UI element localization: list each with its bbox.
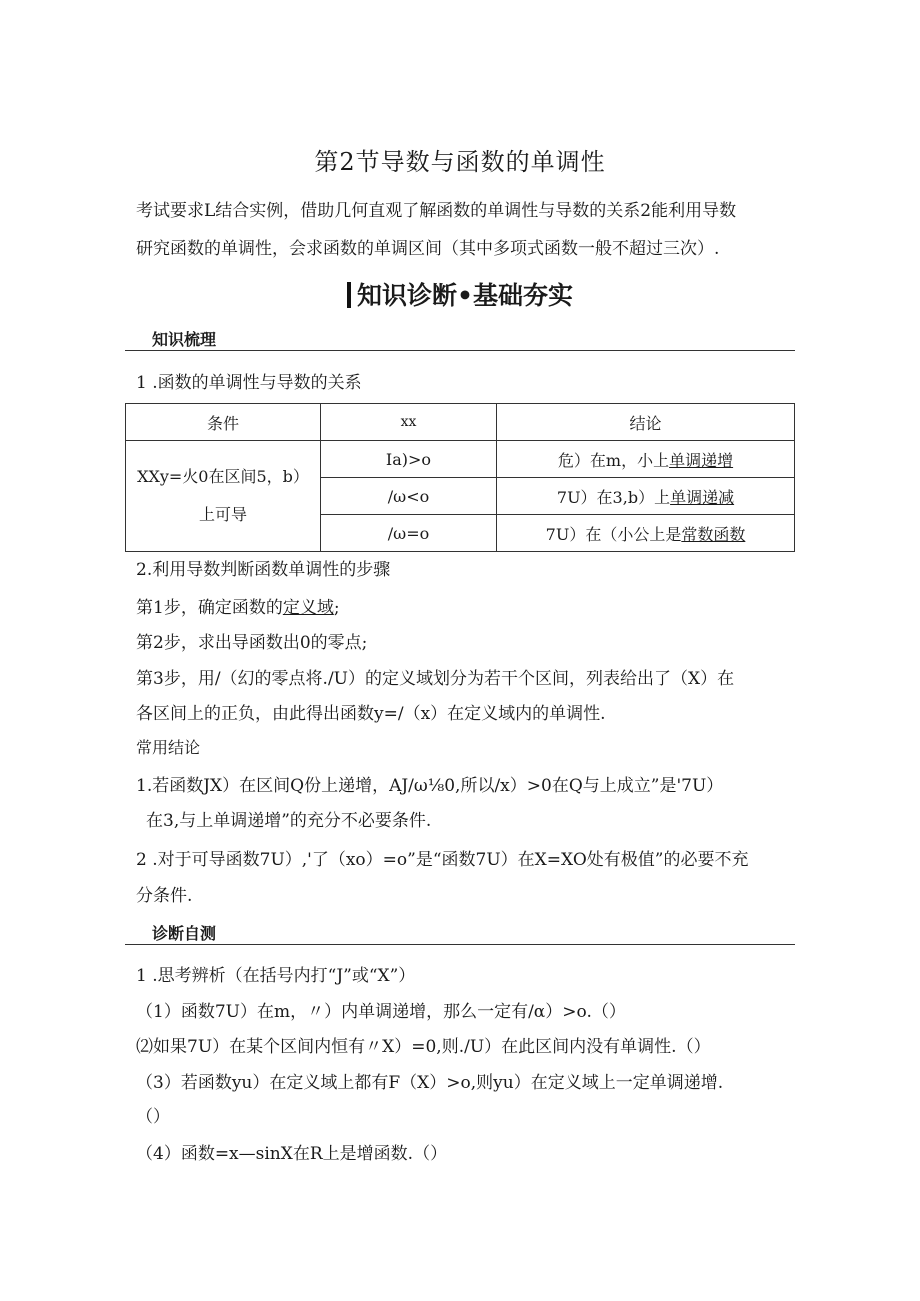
question-1-2: ⑵如果7U）在某个区间内恒有〃X）=0,则./U）在此区间内没有单调性.（）: [136, 1037, 711, 1057]
section-bar: [347, 282, 351, 308]
conclusion-text: 危）在m，小上: [557, 450, 670, 470]
requirements-line-1: 考试要求L结合实例，借助几何直观了解函数的单调性与导数的关系2能利用导数: [136, 201, 737, 221]
table-cell-derivative: /ω<o: [321, 478, 497, 515]
table-condition-cell: [126, 441, 321, 552]
question-1-3-bracket: （）: [136, 1107, 170, 1127]
condition-line-2: 上可导: [198, 505, 247, 524]
conclusion-underlined: 单调递减: [670, 487, 735, 507]
question-1-1: （1）函数7U）在m，〃）内单调递增，那么一定有/α）>o.（）: [136, 1002, 626, 1022]
conclusion-underlined: 单调递增: [669, 450, 734, 470]
conclusion-text: 7U）在（小公上是: [545, 524, 682, 544]
monotonicity-table: [125, 403, 795, 552]
step-1-text: 第1步，确定函数的: [136, 598, 283, 618]
condition-line-1: XXy=火0在区间5，b）: [137, 467, 309, 486]
page-title: 第2节导数与函数的单调性: [314, 148, 606, 176]
step-3-line-2: 各区间上的正负，由此得出函数y=/（x）在定义域内的单调性.: [136, 704, 606, 724]
table-header-mid: xx: [321, 404, 497, 441]
table-cell-conclusion: [497, 515, 795, 552]
common-conclusions-title: 常用结论: [136, 738, 201, 757]
conclusion-1-line-2: 在3,与上单调递增”的充分不必要条件.: [146, 811, 432, 831]
conclusion-underlined: 常数函数: [681, 524, 746, 544]
table-header-condition: 条件: [126, 404, 321, 441]
divider-1: [125, 350, 795, 351]
step-1-end: ;: [333, 598, 340, 618]
question-1-4: （4）函数=x—sinX在R上是增函数.（）: [136, 1144, 448, 1164]
table-cell-derivative: Ia)>o: [321, 441, 497, 478]
step-2: 第2步，求出导函数出0的零点;: [136, 633, 368, 653]
requirements-line-2: 研究函数的单调性，会求函数的单调区间（其中多项式函数一般不超过三次）.: [136, 239, 720, 259]
section-heading: [0, 276, 920, 312]
subsection-diagnosis: 诊断自测: [152, 924, 217, 943]
step-1: [136, 593, 340, 618]
item-2-heading: 2.利用导数判断函数单调性的步骤: [136, 560, 391, 580]
subsection-knowledge: 知识梳理: [152, 330, 217, 349]
conclusion-2-line-1: 2 .对于可导函数7U）,'了（xo）=o”是“函数7U）在X=XO处有极值”的必要不充: [136, 850, 749, 870]
question-1: 1 .思考辨析（在括号内打“J”或“X”）: [136, 966, 416, 986]
divider-2: [125, 944, 795, 945]
table-header-conclusion: 结论: [497, 404, 795, 441]
conclusion-1-line-1: 1.若函数JX）在区间Q份上递增，AJ/ω⅛0,所以/x）>0在Q与上成立”是'7U）: [136, 776, 724, 796]
table-cell-derivative: /ω=o: [321, 515, 497, 552]
item-1-heading: 1 .函数的单调性与导数的关系: [136, 373, 362, 393]
step-3-line-1: 第3步，用/（幻的零点将./U）的定义域划分为若干个区间，列表给出了（X）在: [136, 669, 735, 689]
table-cell-conclusion: [497, 441, 795, 478]
table-cell-conclusion: [497, 478, 795, 515]
section-heading-text: 知识诊断•基础夯实: [357, 281, 573, 310]
question-1-3: （3）若函数yu）在定义域上都有F（X）>o,则yu）在定义域上一定单调递增.: [136, 1073, 724, 1093]
step-1-underlined: 定义域: [282, 598, 334, 618]
conclusion-2-line-2: 分条件.: [136, 886, 193, 906]
conclusion-text: 7U）在3,b）上: [556, 487, 671, 507]
